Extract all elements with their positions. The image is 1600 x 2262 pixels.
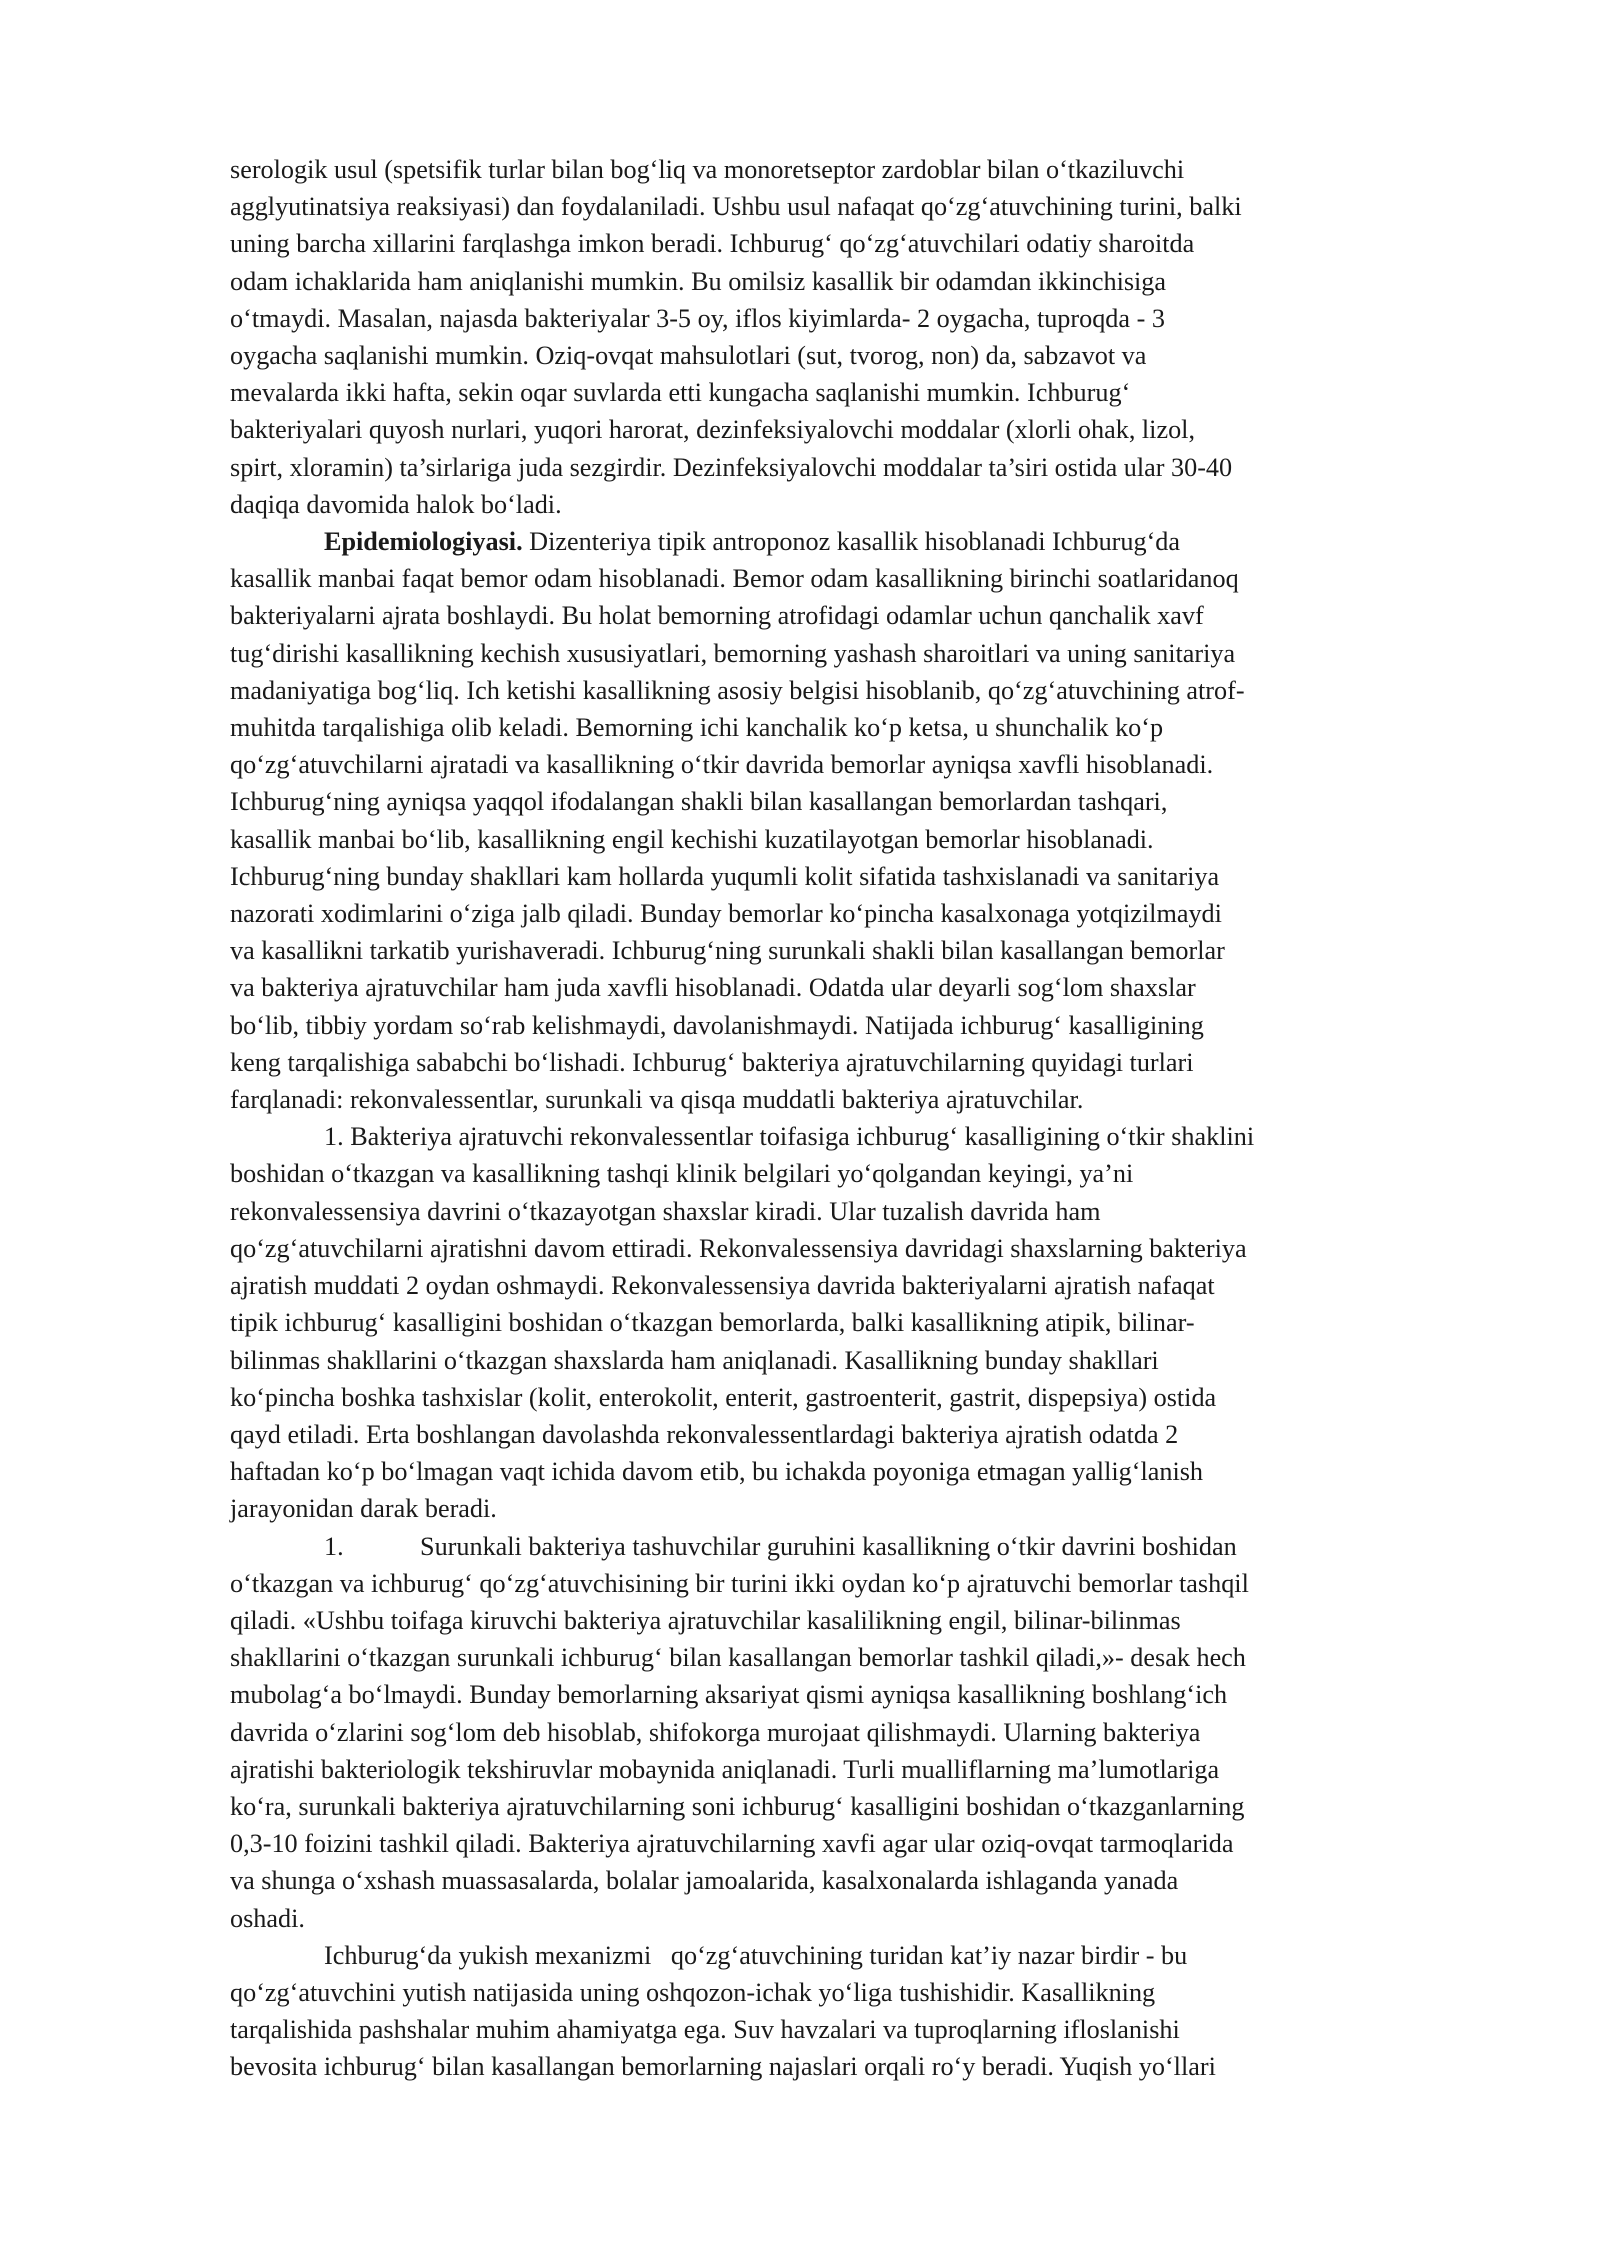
text-line: keng tarqalishiga sababchi bo‘lishadi. Ichburug‘ bakteriya ajratuvchilarning quyidagi turlari — [230, 1047, 1194, 1077]
text-line: Ichburug‘ning ayniqsa yaqqol ifodalangan shakli bilan kasallangan bemorlardan tashqari, — [230, 787, 1168, 817]
text-line: jarayonidan darak beradi. — [230, 1494, 497, 1524]
text-line: ko‘pincha boshka tashxislar (kolit, enterokolit, enterit, gastroenterit, gastrit, dispepsiya) ostida — [230, 1382, 1217, 1412]
text-line: bo‘lib, tibbiy yordam so‘rab kelishmaydi, davolanishmaydi. Natijada ichburug‘ kasalligining — [230, 1010, 1204, 1040]
text-line: qo‘zg‘atuvchilarni ajratishni davom ettiradi. Rekonvalessensiya davridagi shaxslarning bakteriya — [230, 1233, 1247, 1263]
text-line: va shunga o‘xshash muassasalarda, bolalar jamoalarida, kasalxonalarda ishlaganda yanada — [230, 1866, 1179, 1896]
text-line: bakteriyalari quyosh nurlari, yuqori harorat, dezinfeksiyalovchi moddalar (xlorli ohak, lizol, — [230, 415, 1195, 445]
text-line: tug‘dirishi kasallikning kechish xususiyatlari, bemorning yashash sharoitlari va uning sanitariya — [230, 638, 1236, 668]
text-line: qayd etiladi. Erta boshlangan davolashda rekonvalessentlardagi bakteriya ajratish odatda 2 — [230, 1419, 1179, 1449]
text-line: boshidan o‘tkazgan va kasallikning tashqi klinik belgilari yo‘qolgandan keyingi, ya’ni — [230, 1159, 1134, 1189]
text-line: kasallik manbai bo‘lib, kasallikning engil kechishi kuzatilayotgan bemorlar hisoblanadi. — [230, 824, 1154, 854]
text-line: oshadi. — [230, 1903, 305, 1933]
text-line: va bakteriya ajratuvchilar ham juda xavfli hisoblanadi. Odatda ular deyarli sog‘lom shaxslar — [230, 973, 1196, 1003]
text-line: tarqalishida pashshalar muhim ahamiyatga ega. Suv havzalari va tuproqlarning ifloslanishi — [230, 2015, 1180, 2045]
paragraph-serologik-usul — [230, 151, 1485, 523]
text-line: qo‘zg‘atuvchini yutish natijasida uning oshqozon-ichak yo‘liga tushishidir. Kasallikning — [230, 1977, 1156, 2007]
text-line: mubolag‘a bo‘lmaydi. Bunday bemorlarning aksariyat qismi ayniqsa kasallikning boshlang‘ich — [230, 1680, 1228, 1710]
text-line: daqiqa davomida halok bo‘ladi. — [230, 489, 562, 519]
text-line: haftadan ko‘p bo‘lmagan vaqt ichida davom etib, bu ichakda poyoniga etmagan yallig‘lanish — [230, 1457, 1204, 1487]
text-line: madaniyatiga bog‘liq. Ich ketishi kasallikning asosiy belgisi hisoblanib, qo‘zg‘atuvchining atrof- — [230, 675, 1245, 705]
text-line — [230, 1528, 1485, 1565]
text-line: 1. Bakteriya ajratuvchi rekonvalessentlar toifasiga ichburug‘ kasalligining o‘tkir shaklini — [324, 1122, 1255, 1152]
text-line: bilinmas shakllarini o‘tkazgan shaxslarda ham aniqlanadi. Kasallikning bunday shakllari — [230, 1345, 1159, 1375]
text-line: rekonvalessensiya davrini o‘tkazayotgan shaxslar kiradi. Ular tuzalish davrida ham — [230, 1196, 1101, 1226]
text-line: o‘tmaydi. Masalan, najasda bakteriyalar 3-5 oy, iflos kiyimlarda- 2 oygacha, tuproqda - 3 — [230, 303, 1165, 333]
list-item-first-line: Surunkali bakteriya tashuvchilar guruhini kasallikning o‘tkir davrini boshidan — [420, 1531, 1237, 1561]
text-line: ko‘ra, surunkali bakteriya ajratuvchilarning soni ichburug‘ kasalligini boshidan o‘tkazganlarning — [230, 1791, 1245, 1821]
text-line: bakteriyalarni ajrata boshlaydi. Bu holat bemorning atrofidagi odamlar uchun qanchalik xavf — [230, 601, 1204, 631]
text-line: farqlanadi: rekonvalessentlar, surunkali va qisqa muddatli bakteriya ajratuvchilar. — [230, 1085, 1084, 1115]
text-line: shakllarini o‘tkazgan surunkali ichburug‘ bilan kasallangan bemorlar tashkil qiladi,»- desak hech — [230, 1643, 1246, 1673]
text-line: agglyutinatsiya reaksiyasi) dan foydalaniladi. Ushbu usul nafaqat qo‘zg‘atuvchining turini, balki — [230, 192, 1242, 222]
text-line: qiladi. «Ushbu toifaga kiruvchi bakteriya ajratuvchilar kasalilikning engil, bilinar-bilinmas — [230, 1605, 1181, 1635]
text-line: va kasallikni tarkatib yurishaveradi. Ichburug‘ning surunkali shakli bilan kasallangan bemorlar — [230, 936, 1225, 966]
text-line: serologik usul (spetsifik turlar bilan bog‘liq va monoretseptor zardoblar bilan o‘tkaziluvchi — [230, 155, 1185, 184]
text-line: bevosita ichburug‘ bilan kasallangan bemorlarning najaslari orqali ro‘y beradi. Yuqish yo‘llari — [230, 2052, 1216, 2082]
text-line: oygacha saqlanishi mumkin. Oziq-ovqat mahsulotlari (sut, tvorog, non) da, sabzavot va — [230, 341, 1147, 371]
paragraph-list-item-surunkali — [230, 1528, 1485, 1937]
document-page — [230, 151, 1485, 2086]
text-line: mevalarda ikki hafta, sekin oqar suvlarda etti kungacha saqlanishi mumkin. Ichburug‘ — [230, 378, 1131, 408]
list-number: 1. — [324, 1531, 344, 1561]
text-line: nazorati xodimlarini o‘ziga jalb qiladi. Bunday bemorlar ko‘pincha kasalxonaga yotqizilmaydi — [230, 899, 1222, 929]
paragraph-epidemiologiyasi — [230, 523, 1485, 1118]
text-line: ajratishi bakteriologik tekshiruvlar mobaynida aniqlanadi. Turli mualliflarning ma’lumotlariga — [230, 1754, 1220, 1784]
text-line: spirt, xloramin) ta’sirlariga juda sezgirdir. Dezinfeksiyalovchi moddalar ta’siri ostida ular 30-40 — [230, 452, 1233, 482]
text-line: qo‘zg‘atuvchilarni ajratadi va kasallikning o‘tkir davrida bemorlar ayniqsa xavfli hisoblanadi. — [230, 750, 1214, 780]
text-line: uning barcha xillarini farqlashga imkon beradi. Ichburug‘ qo‘zg‘atuvchilari odatiy sharoitda — [230, 229, 1195, 259]
text-line: o‘tkazgan va ichburug‘ qo‘zg‘atuvchisining bir turini ikki oydan ko‘p ajratuvchi bemorlar tashqil — [230, 1568, 1249, 1598]
paragraph-list-item-rekonvalessentlar — [230, 1118, 1485, 1527]
text-line: odam ichaklarida ham aniqlanishi mumkin. Bu omilsiz kasallik bir odamdan ikkinchisiga — [230, 266, 1167, 296]
heading-line-rest: Dizenteriya tipik antroponoz kasallik hisoblanadi Ichburug‘da — [522, 527, 1181, 557]
text-line: Ichburug‘da yukish mexanizmi qo‘zg‘atuvchining turidan kat’iy nazar birdir - bu — [324, 1940, 1188, 1970]
text-line: Ichburug‘ning bunday shakllari kam hollarda yuqumli kolit sifatida tashxislanadi va sanitariya — [230, 861, 1220, 891]
paragraph-yukish-mexanizmi — [230, 1937, 1485, 2086]
text-line: muhitda tarqalishiga olib keladi. Bemorning ichi kanchalik ko‘p ketsa, u shunchalik ko‘p — [230, 713, 1164, 743]
text-line: ajratish muddati 2 oydan oshmaydi. Rekonvalessensiya davrida bakteriyalarni ajratish nafaqat — [230, 1271, 1215, 1301]
section-heading: Epidemiologiyasi. — [324, 527, 523, 557]
text-line: kasallik manbai faqat bemor odam hisoblanadi. Bemor odam kasallikning birinchi soatlaridanoq — [230, 564, 1239, 594]
text-line — [230, 523, 1485, 560]
text-line: tipik ichburug‘ kasalligini boshidan o‘tkazgan bemorlarda, balki kasallikning atipik, bilinar- — [230, 1308, 1195, 1338]
text-line: 0,3-10 foizini tashkil qiladi. Bakteriya ajratuvchilarning xavfi agar ular oziq-ovqat tarmoqlarida — [230, 1829, 1234, 1859]
text-line: davrida o‘zlarini sog‘lom deb hisoblab, shifokorga murojaat qilishmaydi. Ularning bakteriya — [230, 1717, 1201, 1747]
